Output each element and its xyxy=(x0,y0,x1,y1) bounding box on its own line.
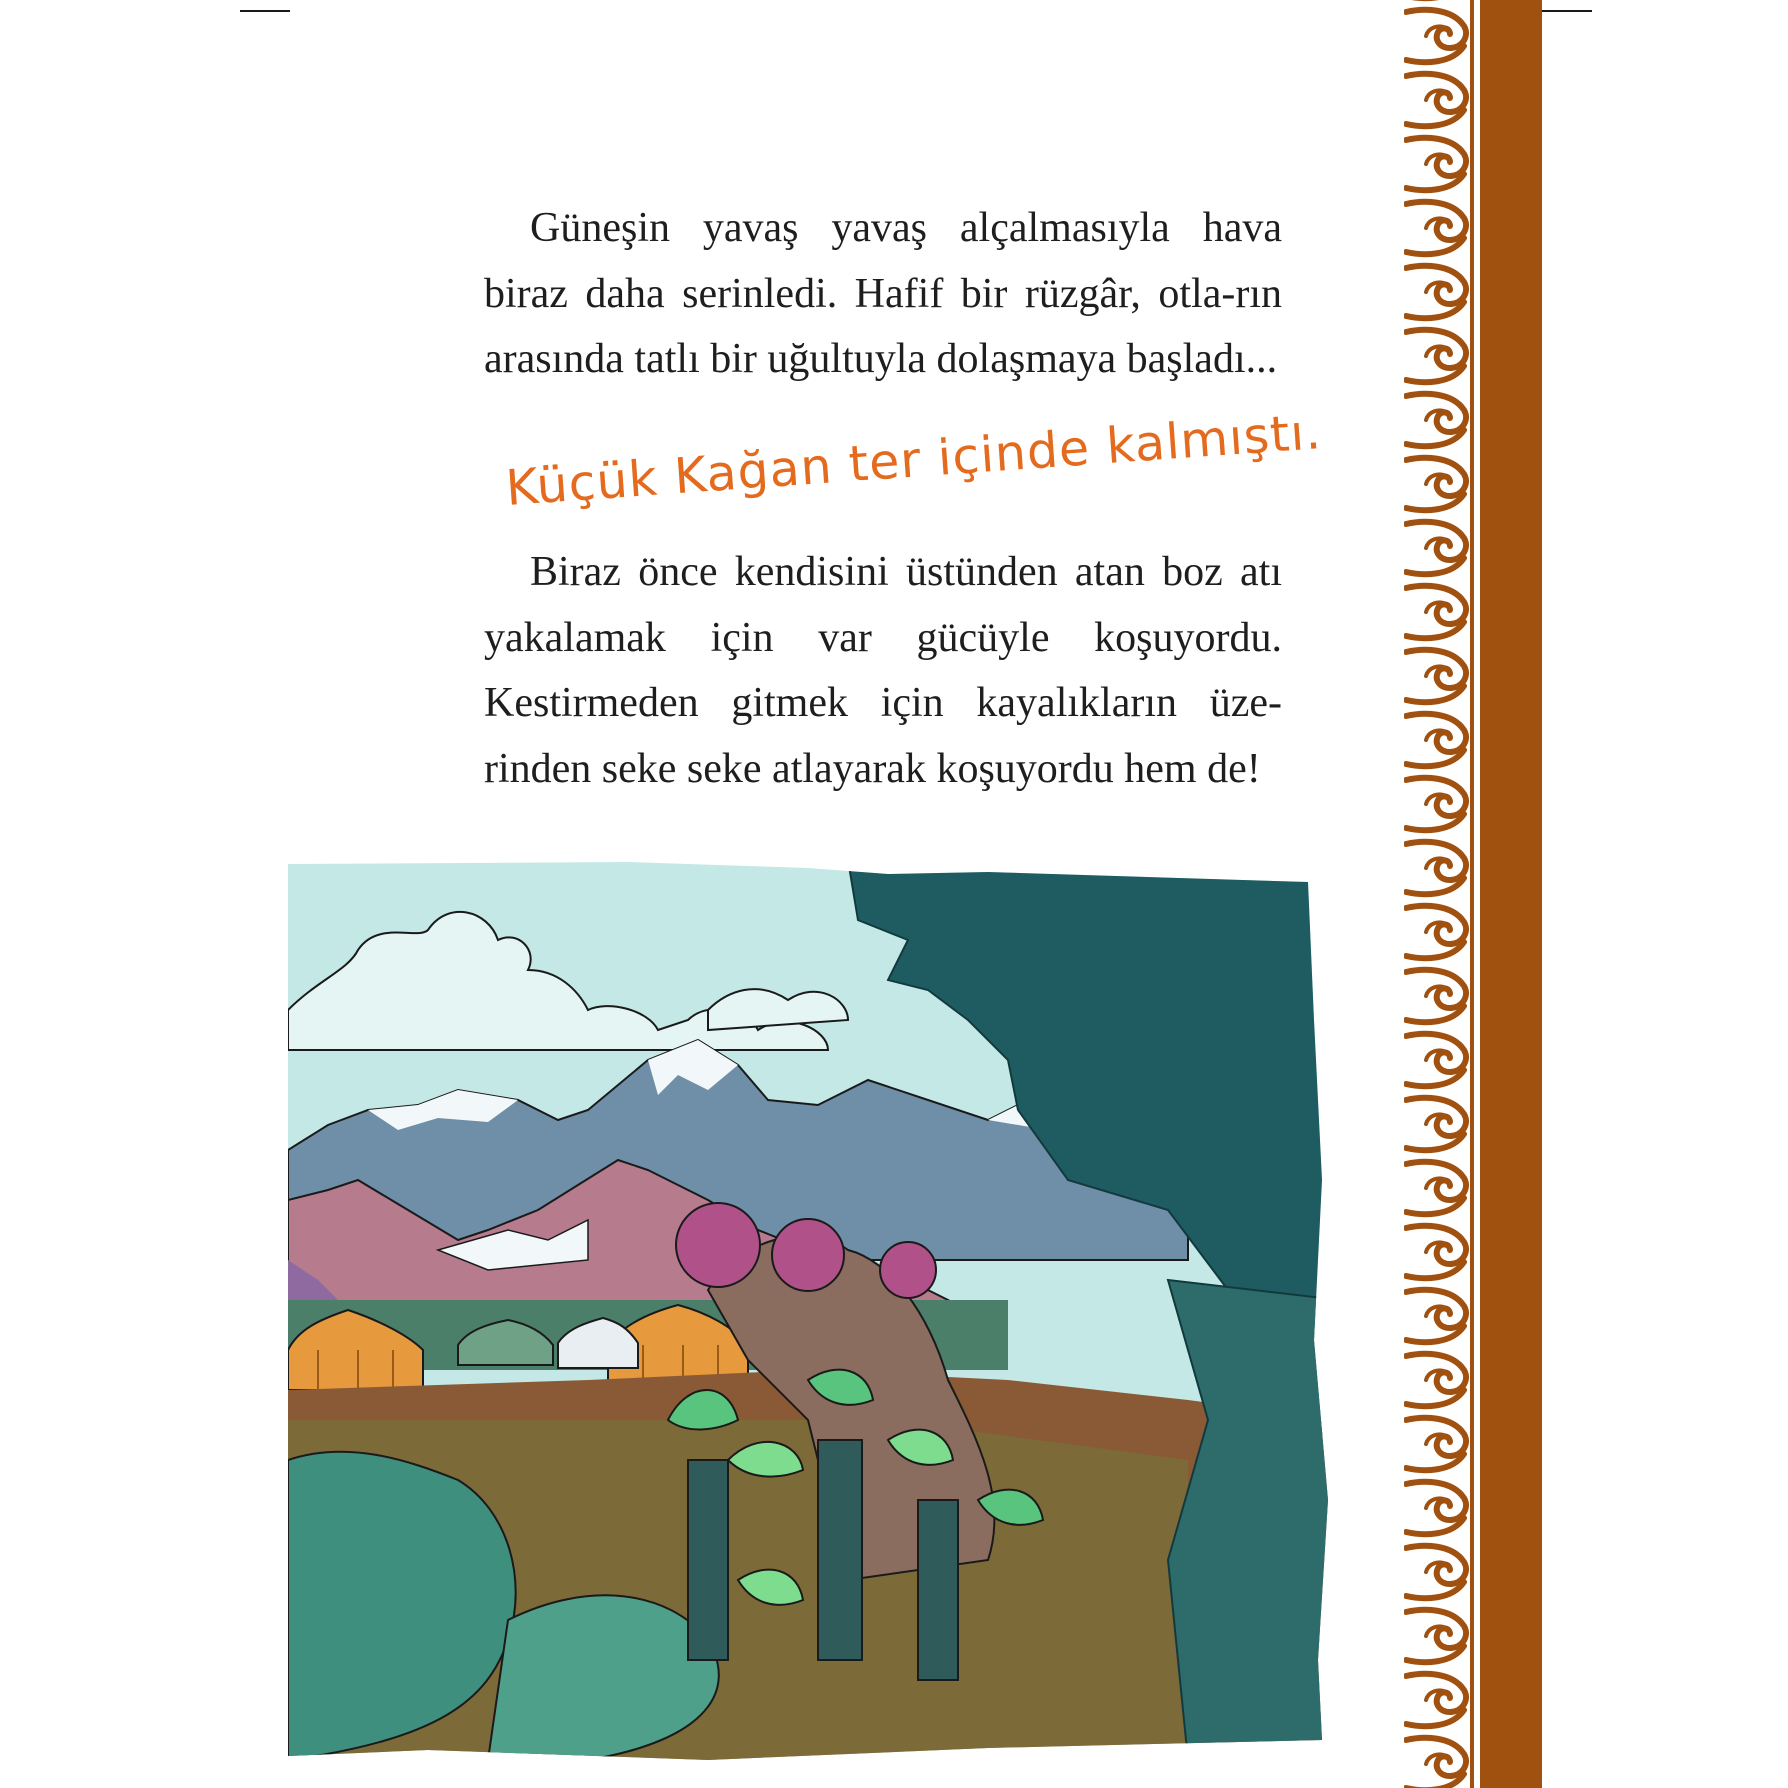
story-paragraph-1-text: Güneşin yavaş yavaş alçalmasıyla hava biraz daha serinledi. Hafif bir rüzgâr, otla-rın arasında tatlı bir uğultuyla dolaşmaya başladı... xyxy=(484,205,1282,382)
pink-tree xyxy=(880,1242,936,1298)
pink-tree xyxy=(772,1219,844,1291)
crop-mark-right xyxy=(1540,10,1592,12)
story-paragraph-2-text: Biraz önce kendisini üstünden atan boz atı yakalamak için var gücüyle koşuyordu. Kestirmeden gitmek için kayalıkların üze-rinden seke seke atlayarak koşuyordu hem de! xyxy=(484,549,1282,792)
crop-mark-left xyxy=(240,10,290,12)
ornamental-border xyxy=(1404,0,1542,1788)
story-paragraph-1 xyxy=(484,196,1282,393)
pink-tree xyxy=(676,1203,760,1287)
foreground-rock xyxy=(1168,1280,1340,1760)
landscape-illustration xyxy=(288,860,1340,1760)
story-paragraph-2 xyxy=(484,540,1282,802)
handwritten-highlight: Küçük Kağan ter içinde kalmıştı. xyxy=(504,403,1324,517)
